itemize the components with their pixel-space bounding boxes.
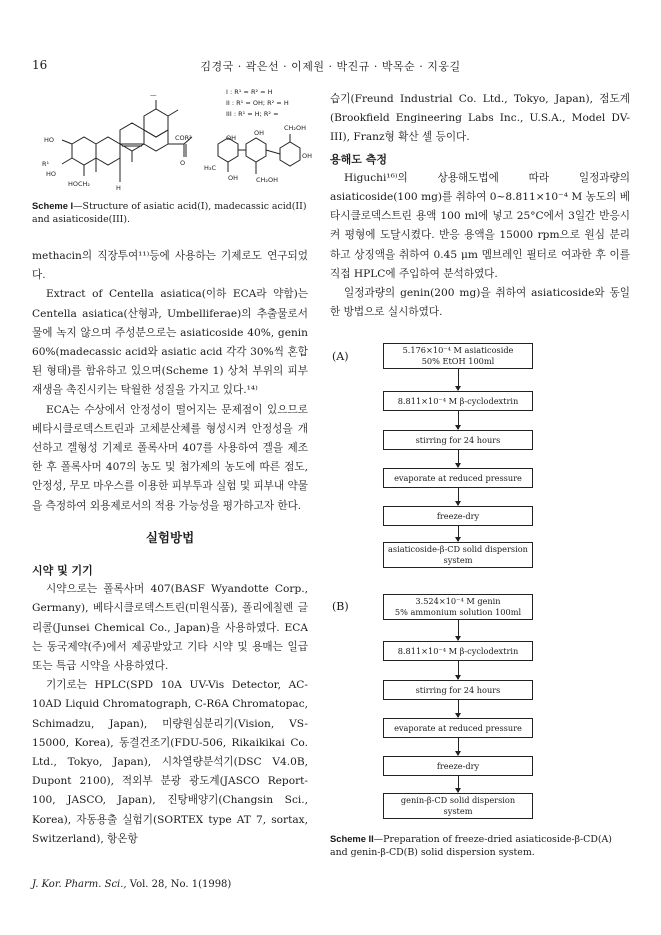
svg-text:OH: OH (228, 174, 239, 182)
flow-a-label: (A) (332, 350, 349, 363)
flow-arrow (458, 620, 459, 640)
flow-step-text: stirring for 24 hours (415, 434, 501, 445)
scheme1-caption-label: Scheme I (32, 200, 74, 211)
svg-text:HO: HO (44, 136, 55, 144)
svg-text:OH: OH (226, 134, 237, 142)
flow-arrow (458, 526, 459, 541)
subheading: 시약 및 기기 (32, 564, 93, 578)
flow-step-text: 3.524×10⁻⁴ M genin (415, 596, 501, 606)
svg-text:H₃C: H₃C (204, 164, 217, 172)
svg-text:—: — (150, 91, 157, 99)
right-column (330, 90, 630, 322)
svg-text:HOCH₂: HOCH₂ (68, 180, 91, 188)
flow-step-box (383, 468, 533, 488)
flow-step-box (383, 793, 533, 819)
paragraph: methacin의 직장투여¹¹⁾등에 사용하는 기제로도 연구되었다. (32, 250, 308, 282)
svg-text:OH: OH (254, 129, 265, 137)
section-title: 실험방법 (145, 529, 195, 545)
structure-legend (226, 87, 289, 120)
flow-step-box (383, 343, 533, 369)
svg-text:OH: OH (302, 152, 313, 160)
svg-text:CH₂OH: CH₂OH (256, 176, 279, 184)
flow-arrow (458, 700, 459, 717)
scheme2-caption (330, 833, 630, 859)
flow-arrow (458, 738, 459, 755)
svg-text:COR²: COR² (175, 134, 192, 142)
paragraph: 시약으로는 폴록사머 407(BASF Wyandotte Corp., Germany), 베타시클로덱스트린(미원식품), 폴리에칠렌 글리콜(Junsei Chemical Co., Japan)을 사용하였다. ECA는 동국제약(주)에서 제공받았고 기타 시약 및 용매는 일급 또는 특급 시약을 사용하였다. (32, 583, 308, 673)
paragraph: 습기(Freund Industrial Co. Ltd., Tokyo, Japan), 점도계(Brookfield Engineering Labs Inc., U.S.A., Model DV-III), Franz형 확산 셀 등이다. (330, 93, 630, 144)
paragraph: 기기로는 HPLC(SPD 10A UV-Vis Detector, AC-10AD Liquid Chromatograph, C-R6A Chromatopac, Schimadzu, Japan), 미량원심분리기(Vision, VS-15000, Korea), 동결건조기(FDU-506, Rikaikikai Co. Ltd., Tokyo, Japan), 시차열량분석기(DSC V4.0B, Dupont 2100), 적외부 분광 광도계(JASCO Report-100, JASCO, Japan), 진탕배양기(Changsin Sci., Korea), 자동용출 실험기(SORTEX type AT 7, sortax, Switzerland), 항온항 (32, 679, 308, 845)
flow-step-box (383, 680, 533, 700)
paragraph: Extract of Centella asiatica(이하 ECA라 약함)는 Centella asiatica(산형과, Umbelliferae)의 추출물로서 물에 녹지 않으며 주성분으로는 asiaticoside 40%, genin 60%(madecassic acid와 asiatic acid 각각 30%씩 혼합된 형태)를 함유하고 있으며(Scheme 1) 상처 부위의 피부 재생을 촉진시키는 탁월한 성질을 가지고 있다.¹⁴⁾ (32, 288, 308, 397)
flow-step-text: 8.811×10⁻⁴ M β-cyclodextrin (397, 395, 519, 406)
legend-line: II : R¹ = OH; R² = H (226, 99, 289, 107)
flow-step-box (383, 641, 533, 661)
flow-step-text: evaporate at reduced pressure (394, 472, 522, 483)
left-column (32, 247, 308, 849)
scheme1-caption (32, 200, 322, 226)
journal-name: J. Kor. Pharm. Sci., (32, 879, 127, 890)
flow-step-text: system (443, 555, 473, 565)
journal-footer (32, 879, 231, 890)
flow-step-text: 50% EtOH 100ml (421, 356, 495, 366)
scheme2-caption-text: —Preparation of freeze-dried asiaticoside-β-CD(A) and genin-β-CD(B) solid dispersion system. (330, 834, 612, 858)
svg-text:HO: HO (46, 170, 57, 178)
flow-arrow (458, 369, 459, 390)
flow-b-label: (B) (332, 600, 349, 613)
flow-arrow (458, 661, 459, 679)
flow-step-text: freeze-dry (436, 760, 480, 771)
page-number: 16 (32, 58, 48, 72)
paragraph: ECA는 수상에서 안정성이 떨어지는 문제점이 있으므로 베타시클로덱스트린과 고체분산체를 형성시켜 안정성을 개선하고 겔형성 기제로 폴록사머 407를 사용하여 겔을 제조한 후 폴록사머 407의 농도 및 첨가제의 농도에 따른 점도, 안정성, 무모 마우스를 이용한 피부투과 실험 및 피부내 약물을 측정하여 외용제로서의 적용 가능성을 평가하고자 한다. (32, 403, 308, 512)
scheme1-caption-text: —Structure of asiatic acid(I), madecassic acid(II) and asiaticoside(III). (32, 201, 307, 225)
flow-step-text: 5% ammonium solution 100ml (394, 607, 522, 617)
flow-step-text: 8.811×10⁻⁴ M β-cyclodextrin (397, 645, 519, 656)
paragraph: 일정과량의 genin(200 mg)을 취하여 asiaticoside와 동일한 방법으로 실시하였다. (330, 287, 630, 319)
legend-line: I : R¹ = R² = H (226, 88, 273, 96)
flow-step-box (383, 594, 533, 620)
flow-step-text: asiaticoside-β-CD solid dispersion (388, 544, 528, 554)
flow-arrow (458, 450, 459, 467)
legend-line: III : R¹ = H; R² = (226, 110, 279, 118)
flow-step-text: evaporate at reduced pressure (394, 722, 522, 733)
flow-arrow (458, 488, 459, 505)
flow-step-box (383, 391, 533, 411)
flow-step-box (383, 430, 533, 450)
flow-step-text: stirring for 24 hours (415, 684, 501, 695)
paragraph: Higuchi¹⁶⁾의 상용해도법에 따라 일정과량의 asiaticoside(100 mg)를 취하여 0~8.811×10⁻⁴ M 농도의 베타시클로덱스트린 용액 100 ml에 넣고 25°C에서 3일간 반응시켜 평형에 도달시켰다. 반응 용액을 15000 rpm으로 원심 분리하고 상징액을 취하여 0.45 μm 멤브레인 필터로 여과한 후 이를 직접 HPLC에 주입하여 분석하였다. (330, 171, 630, 280)
flow-arrow (458, 411, 459, 429)
subheading: 용해도 측정 (330, 152, 387, 166)
svg-text:R¹: R¹ (42, 160, 50, 168)
svg-text:CH₂OH: CH₂OH (284, 124, 307, 132)
flow-step-box (383, 718, 533, 738)
flow-arrow (458, 776, 459, 792)
flow-step-box (383, 506, 533, 526)
flow-step-text: genin-β-CD solid dispersion (400, 795, 516, 805)
flow-step-box (383, 542, 533, 568)
running-header-authors: 김경국 · 곽은선 · 이제원 · 박진규 · 박목순 · 지웅길 (200, 60, 461, 73)
flow-step-text: 5.176×10⁻⁴ M asiaticoside (402, 345, 514, 355)
flow-step-text: freeze-dry (436, 510, 480, 521)
flow-step-text: system (443, 806, 473, 816)
scheme2-caption-label: Scheme II (330, 833, 374, 844)
journal-volume: Vol. 28, No. 1(1998) (126, 879, 232, 890)
svg-text:H: H (116, 184, 121, 192)
flow-step-box (383, 756, 533, 776)
svg-text:O: O (180, 159, 186, 167)
